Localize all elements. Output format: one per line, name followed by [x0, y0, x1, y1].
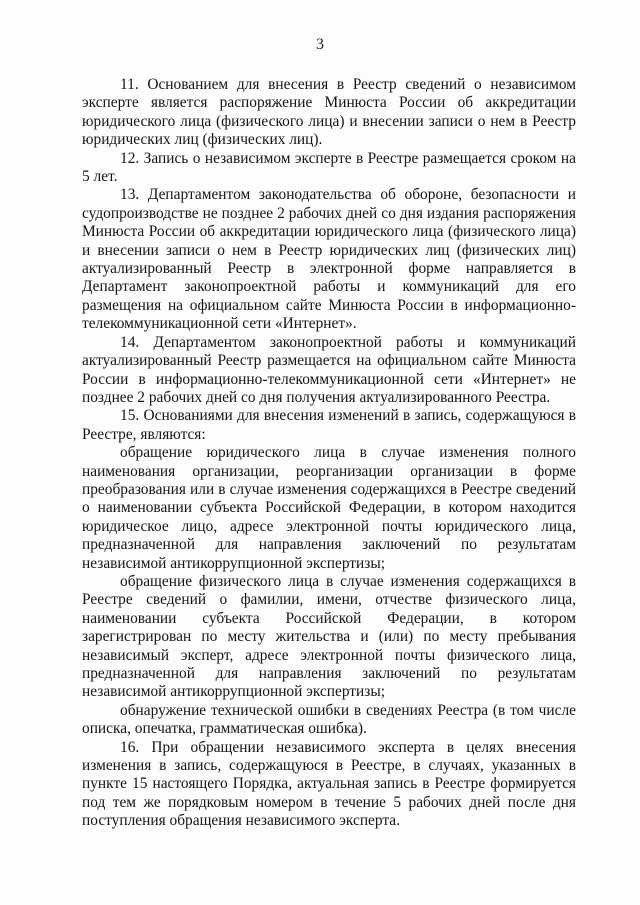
paragraph-16: 16. При обращении независимого эксперта в целях внесения изменения в запись, содержащуюся в Реестре, в случаях, указанных в пункте 15 настоящего Порядка, актуальная запись в Реестре формируется под тем же порядковым номером в течение 5 рабочих дней после дня поступления обращения независимого эксперта.	[82, 738, 576, 830]
paragraph-12: 12. Запись о независимом эксперте в Реестре размещается сроком на 5 лет.	[82, 149, 576, 186]
paragraph-15-item-individual: обращение физического лица в случае изменения содержащихся в Реестре сведений о фамилии, имени, отчестве физического лица, наименовании субъекта Российской Федерации, в котором зарегистрирован по месту жительства и (или) по месту пребывания независимый эксперт, адресе электронной почты физического лица, предназначенной для направления заключений по результатам независимой антикоррупционной экспертизы;	[82, 572, 576, 701]
paragraph-15-item-technical-error: обнаружение технической ошибки в сведениях Реестра (в том числе описка, опечатка, грамматическая ошибка).	[82, 701, 576, 738]
document-body	[82, 76, 576, 831]
paragraph-11: 11. Основанием для внесения в Реестр сведений о независимом эксперте является распоряжение Минюста России об аккредитации юридического лица (физического лица) и внесении записи о нем в Реестр юридических лиц (физических лиц).	[82, 76, 576, 149]
paragraph-14: 14. Департаментом законопроектной работы и коммуникаций актуализированный Реестр размещается на официальном сайте Минюста России в информационно-телекоммуникационной сети «Интернет» не позднее 2 рабочих дней со дня получения актуализированного Реестра.	[82, 333, 576, 406]
paragraph-15: 15. Основаниями для внесения изменений в запись, содержащуюся в Реестре, являются:	[82, 407, 576, 443]
page-number: 3	[316, 36, 324, 53]
paragraph-13: 13. Департаментом законодательства об обороне, безопасности и судопроизводстве не позднее 2 рабочих дней со дня издания распоряжения Минюста России об аккредитации юридического лица (физического лица) и внесении записи о нем в Реестр юридических лиц (физических лиц) актуализированный Реестр в электронной форме направляется в Департамент законопроектной работы и коммуникаций для его размещения на официальном сайте Минюста России в информационно-телекоммуникационной сети «Интернет».	[82, 186, 576, 333]
paragraph-15-item-legal-entity: обращение юридического лица в случае изменения полного наименования организации, реорганизации организации в форме преобразования или в случае изменения содержащихся в Реестре сведений о наименовании субъекта Российской Федерации, в котором находится юридическое лицо, адресе электронной почты юридического лица, предназначенной для направления заключений по результатам независимой антикоррупционной экспертизы;	[82, 444, 576, 572]
